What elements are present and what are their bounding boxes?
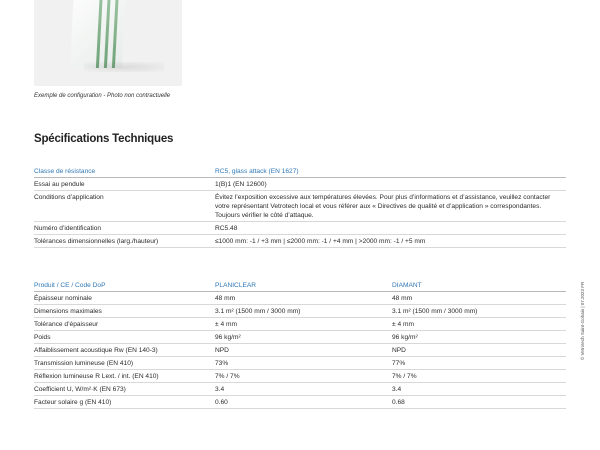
product-photo xyxy=(34,0,182,86)
row-label: Tolérance d’épaisseur xyxy=(34,321,99,328)
row-value: 3.1 m² (1500 mm / 3000 mm) xyxy=(392,308,478,315)
row-value: 3.4 xyxy=(215,386,225,393)
row-value: 3.4 xyxy=(392,386,402,393)
row-value: NPD xyxy=(215,347,229,354)
table-row xyxy=(34,222,566,235)
table-header-row xyxy=(34,165,566,178)
row-value: RC5.48 xyxy=(215,225,238,232)
row-label: Dimensions maximales xyxy=(34,308,102,315)
table-header-row xyxy=(34,279,566,292)
header-cell: Classe de résistance xyxy=(34,168,96,175)
row-value: 7% / 7% xyxy=(392,373,417,380)
product-table xyxy=(34,279,566,409)
row-value: NPD xyxy=(392,347,406,354)
header-cell: PLANICLEAR xyxy=(215,282,257,289)
row-value: 48 mm xyxy=(215,295,236,302)
row-label: Numéro d’identification xyxy=(34,225,102,232)
row-value: 73% xyxy=(215,360,229,367)
table-row xyxy=(34,318,566,331)
row-label: Coefficient U, W/m²·K (EN 673) xyxy=(34,386,126,393)
table-row xyxy=(34,178,566,191)
resistance-table xyxy=(34,165,566,248)
row-value: 48 mm xyxy=(392,295,413,302)
section-title: Spécifications Techniques xyxy=(34,133,174,145)
row-value: ≤1000 mm: -1 / +3 mm | ≤2000 mm: -1 / +4 mm | >2000 mm: -1 / +5 mm xyxy=(215,238,426,245)
header-cell: Produit / CE / Code DoP xyxy=(34,282,106,289)
table-row xyxy=(34,305,566,318)
photo-caption: Exemple de configuration - Photo non contractuelle xyxy=(34,93,171,99)
table-row xyxy=(34,235,566,248)
table-row xyxy=(34,396,566,409)
row-label: Réflexion lumineuse R Lext. / int. (EN 410) xyxy=(34,373,159,380)
table-row xyxy=(34,383,566,396)
row-value: 0.60 xyxy=(215,399,228,406)
table-row xyxy=(34,370,566,383)
header-cell: RC5, glass attack (EN 1627) xyxy=(215,168,299,175)
copyright-note: © Vetrotech Saint-Gobain | 07.2023 FR xyxy=(580,281,585,360)
glass-shadow xyxy=(84,62,164,72)
row-value: 96 kg/m² xyxy=(215,334,241,341)
row-label: Affaiblissement acoustique Rw (EN 140-3) xyxy=(34,347,158,354)
row-label: Transmission lumineuse (EN 410) xyxy=(34,360,134,367)
row-value: ± 4 mm xyxy=(215,321,237,328)
row-label: Essai au pendule xyxy=(34,181,85,188)
table-row xyxy=(34,331,566,344)
header-cell: DIAMANT xyxy=(392,282,422,289)
row-value: 77% xyxy=(392,360,406,367)
row-label: Épaisseur nominale xyxy=(34,295,92,302)
row-value: 3.1 m² (1500 mm / 3000 mm) xyxy=(215,308,301,315)
row-value: 96 kg/m² xyxy=(392,334,418,341)
row-label: Facteur solaire g (EN 410) xyxy=(34,399,112,406)
table-row xyxy=(34,292,566,305)
row-label: Poids xyxy=(34,334,51,341)
row-value: ± 4 mm xyxy=(392,321,414,328)
table-row xyxy=(34,191,566,222)
row-value: 7% / 7% xyxy=(215,373,240,380)
row-value: 0.68 xyxy=(392,399,405,406)
table-row xyxy=(34,357,566,370)
table-row xyxy=(34,344,566,357)
row-label: Tolérances dimensionnelles (larg./hauteur) xyxy=(34,238,159,245)
row-value: Évitez l’exposition excessive aux températures élevées. Pour plus d’informations et d’assistance, veuillez contacter votre représentant Vetrotech local et vous référer aux « Directives de qualité et d’application » correspondantes. Toujours vérifier le côté d’attaque. xyxy=(215,194,551,219)
row-value: 1(B)1 (EN 12600) xyxy=(215,181,267,188)
row-label: Conditions d’application xyxy=(34,194,104,201)
